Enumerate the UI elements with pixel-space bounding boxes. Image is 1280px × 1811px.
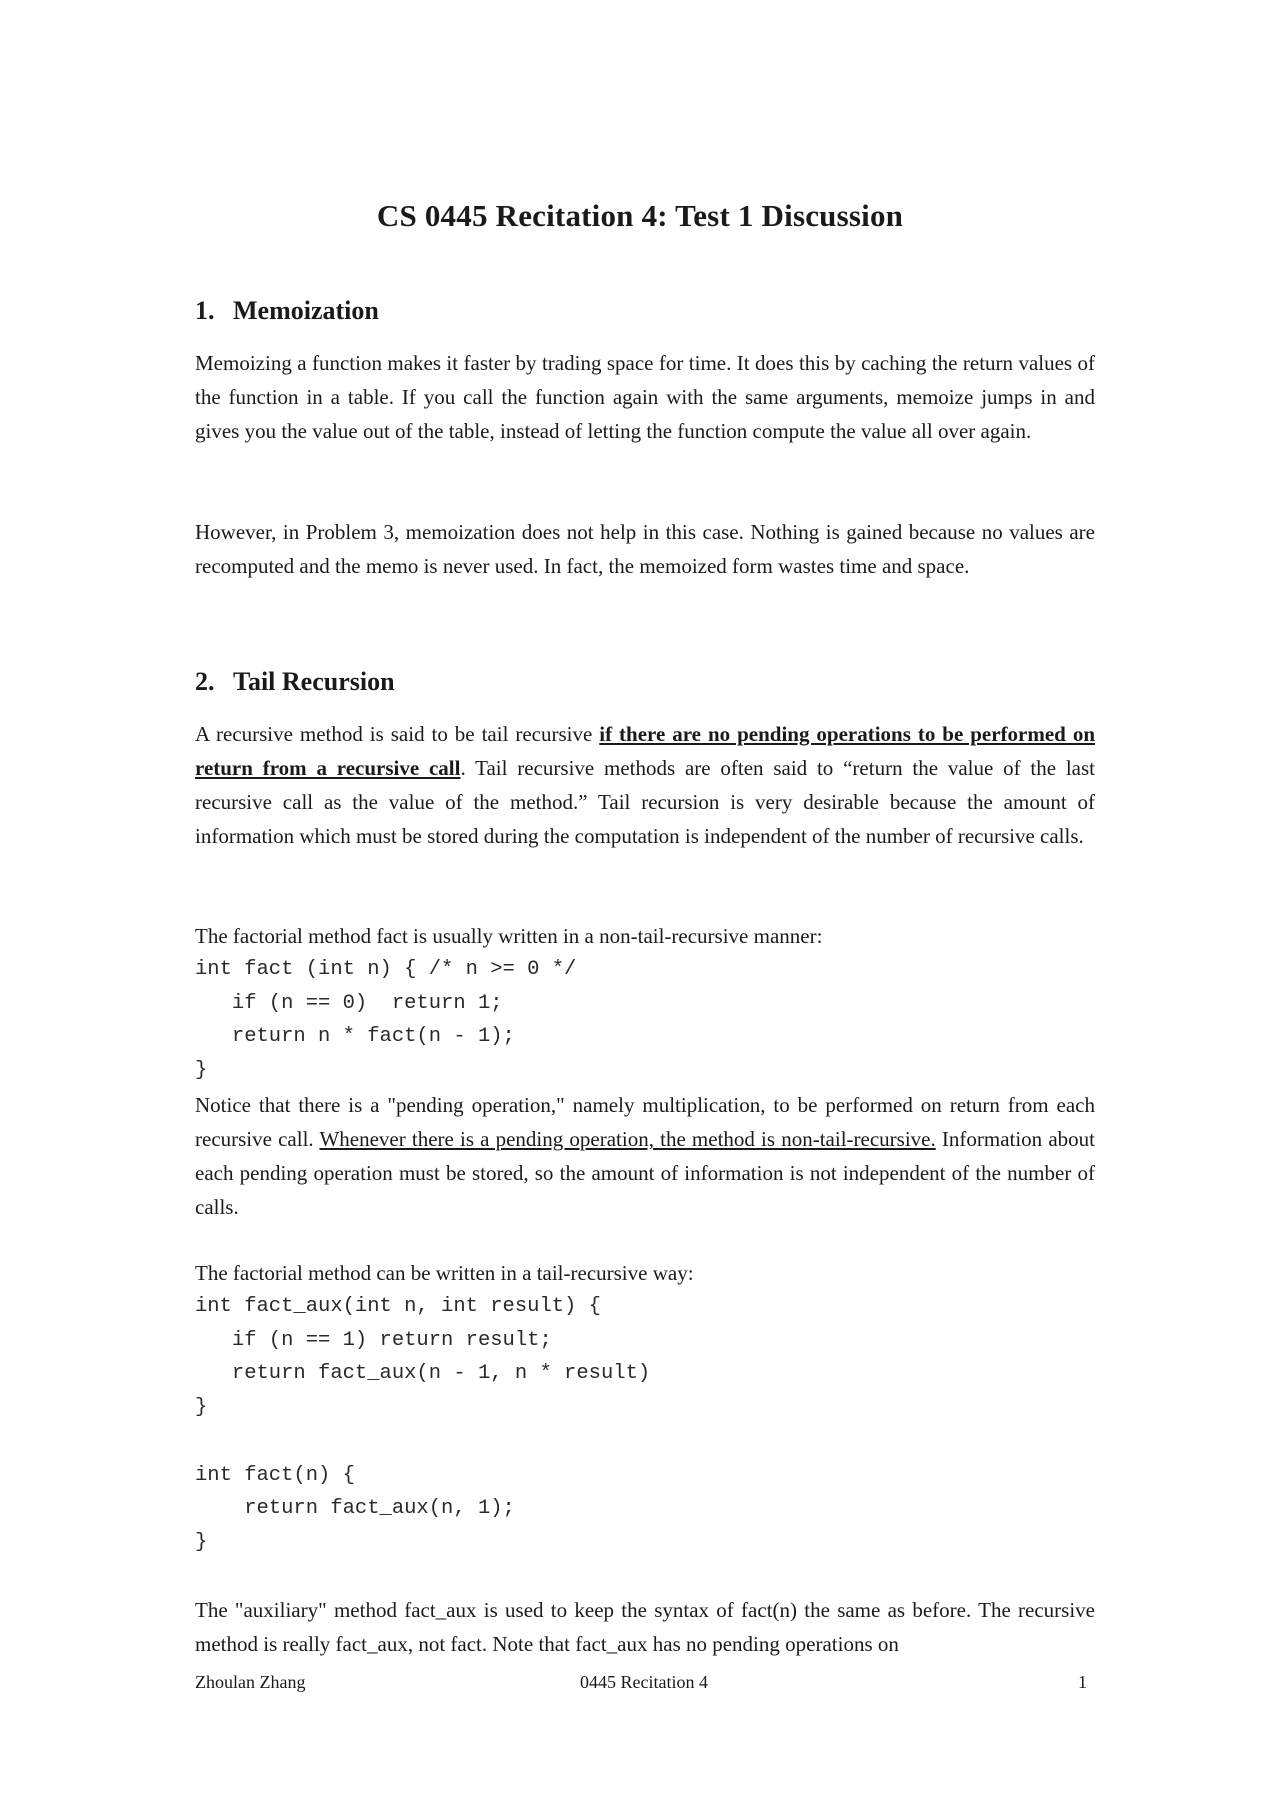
section-title: Tail Recursion [233, 667, 395, 696]
non-tail-intro: The factorial method fact is usually written in a non-tail-recursive manner: [195, 924, 823, 948]
code-block-fact-aux: int fact_aux(int n, int result) { if (n == 1) return result; return fact_aux(n - 1, n * result) } int fact(n) { return fact_aux(n, 1); } [195, 1295, 651, 1554]
tail-intro: The factorial method can be written in a tail-recursive way: [195, 1261, 694, 1285]
section-number: 2. [195, 667, 215, 696]
footer-page-number: 1 [1078, 1672, 1087, 1692]
definition-text-end: . Tail recursive methods are often said to “return the value of the last recursive call as the value of the method.” Tail recursion is very desirable because the amount of information which must be stored during the computation is independent of the number of recursive calls. [195, 756, 1095, 848]
definition-text-start: A recursive method is said to be tail recursive [195, 722, 600, 746]
section-heading-memoization [195, 296, 379, 326]
footer-author: Zhoulan Zhang [195, 1672, 306, 1692]
pending-text-start: Notice that there is a "pending operation," namely multiplication, to be performed on return from each recursive call. [195, 1093, 1095, 1151]
tail-recursion-definition [195, 717, 1095, 853]
auxiliary-paragraph: The "auxiliary" method fact_aux is used to keep the syntax of fact(n) the same as before. The recursive method is really fact_aux, not fact. Note that fact_aux has no pending operations on [195, 1598, 1095, 1656]
pending-operation-paragraph [195, 1088, 1095, 1224]
page-title: CS 0445 Recitation 4: Test 1 Discussion [376, 198, 904, 233]
definition-emphasis: if there are no pending operations to be performed on return from a recursive call [195, 722, 1095, 780]
code-block-fact: int fact (int n) { /* n >= 0 */ if (n == 0) return 1; return n * fact(n - 1); } [195, 958, 577, 1083]
footer-course: 0445 Recitation 4 [580, 1672, 708, 1692]
memoization-paragraph-1: Memoizing a function makes it faster by trading space for time. It does this by caching the return values of the function in a table. If you call the function again with the same arguments, memoize jumps in and gives you the value out of the table, instead of letting the function compute the value all over again. [195, 351, 1095, 443]
pending-emphasis: Whenever there is a pending operation, the method is non-tail-recursive. [319, 1127, 936, 1151]
section-heading-tail-recursion [195, 667, 395, 697]
pending-text-end: Information about each pending operation must be stored, so the amount of information is not independent of the number of calls. [195, 1127, 1095, 1219]
section-number: 1. [195, 296, 215, 325]
section-title: Memoization [233, 296, 379, 325]
memoization-paragraph-2: However, in Problem 3, memoization does not help in this case. Nothing is gained because no values are recomputed and the memo is never used. In fact, the memoized form wastes time and space. [195, 520, 1095, 578]
